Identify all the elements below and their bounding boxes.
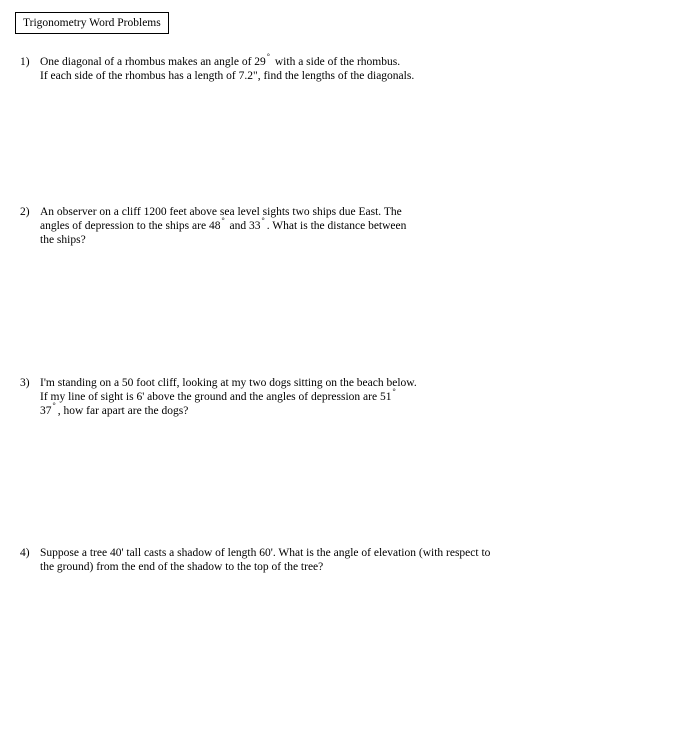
problem-line bbox=[40, 560, 680, 574]
text-run: . What is the distance between bbox=[266, 220, 407, 232]
problem-line bbox=[40, 546, 680, 560]
worksheet-title-text: Trigonometry Word Problems bbox=[23, 17, 161, 29]
problem-text bbox=[40, 52, 680, 83]
text-run: An observer on a cliff 1200 feet above sea level sights two ships due East. The bbox=[40, 206, 402, 218]
text-run: 37 bbox=[40, 405, 52, 417]
text-run: the ships? bbox=[40, 234, 86, 246]
problem-number: 4) bbox=[20, 547, 30, 559]
worksheet-title bbox=[15, 12, 169, 34]
problem-number: 1) bbox=[20, 56, 30, 68]
problem-text bbox=[40, 546, 680, 574]
problem-line bbox=[40, 401, 680, 418]
problem-line bbox=[40, 52, 680, 69]
text-run: the ground) from the end of the shadow to the top of the tree? bbox=[40, 561, 324, 573]
degree-symbol: ° bbox=[266, 52, 270, 61]
problem-text bbox=[40, 205, 680, 247]
text-run: angles of depression to the ships are 48 bbox=[40, 220, 221, 232]
problem-number: 2) bbox=[20, 206, 30, 218]
degree-symbol: ° bbox=[261, 216, 265, 225]
text-run: If each side of the rhombus has a length of 7.2", find the lengths of the diagonals. bbox=[40, 70, 415, 82]
problem-line bbox=[40, 69, 680, 83]
text-run: Suppose a tree 40' tall casts a shadow of length 60'. What is the angle of elevation (with respect to bbox=[40, 547, 491, 559]
text-run: with a side of the rhombus. bbox=[272, 56, 401, 68]
problem-text bbox=[40, 376, 680, 418]
text-run: One diagonal of a rhombus makes an angle of 29 bbox=[40, 56, 266, 68]
text-run: I'm standing on a 50 foot cliff, looking at my two dogs sitting on the beach below. bbox=[40, 377, 417, 389]
problem-number: 3) bbox=[20, 377, 30, 389]
problem-line bbox=[40, 376, 680, 390]
degree-symbol: ° bbox=[392, 387, 396, 396]
degree-symbol: ° bbox=[221, 216, 225, 225]
degree-symbol: ° bbox=[52, 401, 56, 410]
problem-line bbox=[40, 387, 680, 404]
problem-line bbox=[40, 233, 680, 247]
text-run: and 33 bbox=[226, 220, 261, 232]
problem-line bbox=[40, 205, 680, 219]
text-run: , how far apart are the dogs? bbox=[57, 405, 189, 417]
problem-line bbox=[40, 216, 680, 233]
text-run: If my line of sight is 6' above the ground and the angles of depression are 51 bbox=[40, 391, 392, 403]
